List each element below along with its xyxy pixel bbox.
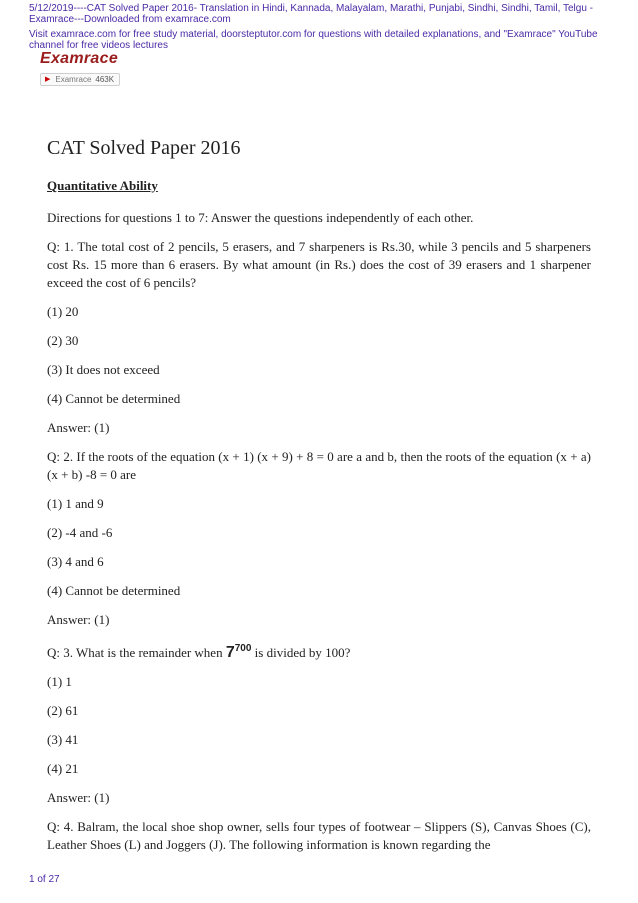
header-source-line: 5/12/2019----CAT Solved Paper 2016- Translation in Hindi, Kannada, Malayalam, Marathi, Punjabi, Sindhi, Sindhi, Tamil, Telgu - Examrace---Downloaded from examrace.com — [29, 3, 594, 25]
q3-option-3: (3) 41 — [47, 732, 79, 747]
question-1: Q: 1. The total cost of 2 pencils, 5 erasers, and 7 sharpeners is Rs.30, while 3 pencils and 5 sharpeners cost Rs. 15 more than 6 erasers. By what amount (in Rs.) does the cost of 39 erasers and 1 sharpener exceed the cost of 6 pencils? — [47, 239, 591, 290]
header-visit-line: Visit examrace.com for free study material, doorsteptutor.com for questions with detailed explanations, and "Examrace" YouTube channel for free videos lectures — [29, 29, 598, 51]
brand-block — [40, 50, 120, 86]
q3-option-2: (2) 61 — [47, 703, 79, 718]
question-2: Q: 2. If the roots of the equation (x + 1) (x + 9) + 8 = 0 are a and b, then the roots of the equation (x + a) (x + b) -8 = 0 are — [47, 449, 591, 482]
q2-option-4: (4) Cannot be determined — [47, 583, 181, 598]
q1-option-1: (1) 20 — [47, 304, 79, 319]
q1-answer: Answer: (1) — [47, 420, 110, 435]
q1-option-2: (2) 30 — [47, 333, 79, 348]
channel-label: Examrace — [55, 74, 92, 84]
q2-option-3: (3) 4 and 6 — [47, 554, 104, 569]
q1-option-4: (4) Cannot be determined — [47, 391, 181, 406]
q3-prefix: Q: 3. What is the remainder when — [47, 645, 223, 660]
document-content — [47, 136, 591, 865]
q3-option-4: (4) 21 — [47, 761, 79, 776]
youtube-subscribe-widget[interactable] — [40, 73, 120, 86]
question-3 — [47, 640, 591, 662]
q3-answer: Answer: (1) — [47, 790, 110, 805]
q2-answer: Answer: (1) — [47, 612, 110, 627]
question-4: Q: 4. Balram, the local shoe shop owner, sells four types of footwear – Slippers (S), Canvas Shoes (C), Leather Shoes (L) and Joggers (J). The following information is known regarding the — [47, 819, 591, 852]
page-header — [29, 3, 619, 55]
q3-power-expression — [226, 644, 252, 661]
play-icon: ▶ — [45, 76, 51, 83]
q3-option-1: (1) 1 — [47, 674, 72, 689]
subscriber-count: 463K — [95, 74, 115, 84]
page-number: 1 of 27 — [29, 874, 60, 885]
q1-option-3: (3) It does not exceed — [47, 362, 160, 377]
q3-suffix: is divided by 100? — [254, 645, 351, 660]
q2-option-2: (2) -4 and -6 — [47, 525, 113, 540]
q3-base: 7 — [225, 644, 235, 661]
directions: Directions for questions 1 to 7: Answer the questions independently of each other. — [47, 210, 474, 225]
section-heading: Quantitative Ability — [47, 178, 158, 193]
q2-option-1: (1) 1 and 9 — [47, 496, 104, 511]
q3-exponent: 700 — [234, 643, 252, 654]
examrace-logo[interactable]: Examrace — [40, 50, 119, 67]
page-title: CAT Solved Paper 2016 — [47, 137, 241, 159]
